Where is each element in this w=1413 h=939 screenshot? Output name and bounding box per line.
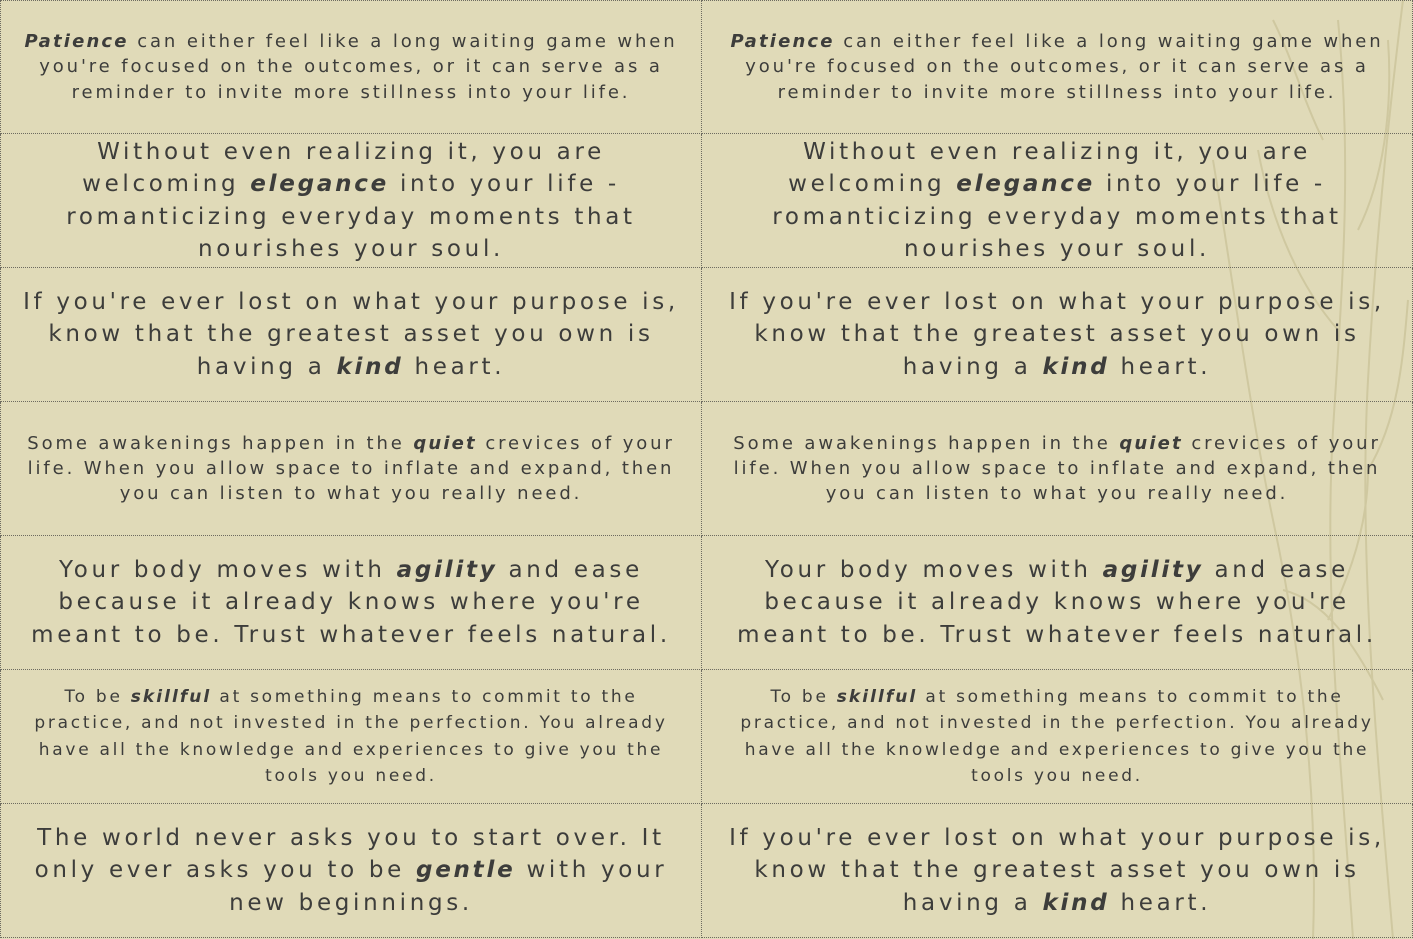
affirmation-card: [702, 134, 1413, 268]
card-text-pre: Without even realizing it, you are welcoming: [82, 139, 605, 198]
card-text-post: at something means to commit to the practice, and not invested in the perfection. You already have all the knowledge and experiences to give you the tools you need.: [740, 686, 1374, 786]
card-text-pre: The world never asks you to start over. It only ever asks you to be: [34, 825, 665, 884]
card-text: [19, 286, 683, 383]
card-text: [720, 29, 1394, 105]
card-text-pre: To be: [770, 686, 837, 707]
card-keyword: skillful: [836, 686, 918, 707]
card-text: [19, 431, 683, 507]
card-text-post: can either feel like a long waiting game when you're focused on the outcomes, or it can serve as a reminder to invite more stillness into your life.: [39, 31, 678, 103]
affirmation-card: [0, 0, 702, 134]
affirmation-card: [702, 536, 1413, 670]
affirmation-card: [702, 402, 1413, 536]
card-keyword: skillful: [130, 686, 212, 707]
card-text: [19, 29, 683, 105]
card-keyword: Patience: [24, 31, 129, 53]
card-keyword: elegance: [250, 171, 389, 198]
card-text: [720, 822, 1394, 919]
card-text-pre: If you're ever lost on what your purpose is, know that the greatest asset you own is having a: [729, 289, 1385, 380]
affirmation-card: [0, 402, 702, 536]
card-text: [19, 822, 683, 919]
card-text: [720, 136, 1394, 265]
card-text-post: and ease because it already knows where you're meant to be. Trust whatever feels natural.: [31, 557, 671, 648]
affirmation-card: [0, 804, 702, 938]
card-text-pre: Without even realizing it, you are welcoming: [788, 139, 1311, 198]
card-keyword: elegance: [956, 171, 1095, 198]
card-text: [19, 684, 683, 789]
affirmation-card: [0, 134, 702, 268]
card-text-pre: Your body moves with: [59, 557, 397, 584]
card-keyword: kind: [1042, 889, 1110, 916]
card-text-post: can either feel like a long waiting game when you're focused on the outcomes, or it can serve as a reminder to invite more stillness into your life.: [745, 31, 1384, 103]
card-keyword: kind: [336, 353, 404, 380]
card-keyword: quiet: [413, 432, 477, 454]
affirmation-card: [0, 536, 702, 670]
card-text: [720, 684, 1394, 789]
card-keyword: agility: [1102, 557, 1204, 584]
affirmation-card: [702, 0, 1413, 134]
card-text: [19, 554, 683, 651]
card-text-post: at something means to commit to the practice, and not invested in the perfection. You already have all the knowledge and experiences to give you the tools you need.: [34, 686, 668, 786]
card-text: [720, 554, 1394, 651]
affirmation-card: [702, 670, 1413, 804]
card-text-post: crevices of your life. When you allow space to inflate and expand, then you can listen to what you really need.: [733, 432, 1381, 505]
card-keyword: quiet: [1119, 432, 1183, 454]
card-text-pre: If you're ever lost on what your purpose is, know that the greatest asset you own is having a: [23, 289, 679, 380]
card-text-post: and ease because it already knows where you're meant to be. Trust whatever feels natural.: [737, 557, 1377, 648]
card-text-post: heart.: [1109, 353, 1212, 380]
card-text-pre: To be: [64, 686, 131, 707]
card-text: [720, 431, 1394, 507]
affirmation-card: [0, 268, 702, 402]
card-keyword: Patience: [730, 31, 835, 53]
card-text-post: heart.: [403, 353, 506, 380]
card-text: [720, 286, 1394, 383]
card-keyword: gentle: [415, 857, 516, 884]
card-text-post: into your life - romanticizing everyday moments that nourishes your soul.: [772, 171, 1342, 262]
card-text-pre: Some awakenings happen in the: [27, 432, 414, 454]
card-text-pre: Some awakenings happen in the: [733, 432, 1120, 454]
card-text-pre: If you're ever lost on what your purpose is, know that the greatest asset you own is having a: [729, 825, 1385, 916]
card-text-post: into your life - romanticizing everyday moments that nourishes your soul.: [66, 171, 636, 262]
card-text-post: with your new beginnings.: [229, 857, 668, 916]
affirmation-card: [702, 804, 1413, 938]
card-text-post: heart.: [1109, 889, 1212, 916]
card-keyword: agility: [396, 557, 498, 584]
affirmation-card: [0, 670, 702, 804]
card-text-post: crevices of your life. When you allow space to inflate and expand, then you can listen to what you really need.: [27, 432, 675, 505]
card-keyword: kind: [1042, 353, 1110, 380]
card-text-pre: Your body moves with: [765, 557, 1103, 584]
card-text: [19, 136, 683, 265]
affirmation-card: [702, 268, 1413, 402]
